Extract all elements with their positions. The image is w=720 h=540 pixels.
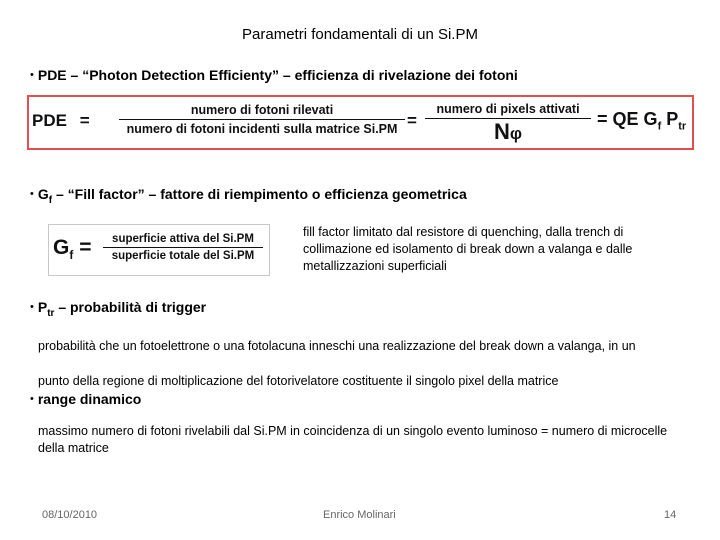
pde-formula: [27, 95, 694, 150]
gf-fraction-denominator: superficie totale del Si.PM: [111, 250, 255, 262]
pde-fraction-2-denominator: [425, 119, 591, 145]
dynamic-range-text: massimo numero di fotoni rivelabili dal Si.PM in coincidenza di un singolo evento luminoso = numero di microcelle della matrice: [38, 424, 668, 455]
footer-date: 08/10/2010: [42, 509, 98, 521]
gf-formula-letter: G: [53, 236, 70, 259]
trigger-heading-text: – probabilità di trigger: [54, 299, 207, 315]
ptr-sub: tr: [678, 120, 687, 133]
pde-fraction-1-numerator: numero di fotoni rilevati: [119, 103, 405, 120]
dynamic-range-heading-text: range dinamico: [37, 391, 142, 407]
footer-page-number: 14: [664, 509, 677, 521]
gf-fraction-numerator: superficie attiva del Si.PM: [103, 233, 263, 248]
pde-formula-eq: =: [79, 111, 90, 130]
gf-fraction: [103, 233, 263, 262]
pde-formula-eq-2: =: [407, 111, 417, 130]
ptr-heading-sub: tr: [47, 307, 55, 319]
pde-formula-rhs: [597, 109, 686, 133]
ptr-term: [666, 109, 687, 133]
pde-fraction-2: [425, 102, 591, 145]
phi-symbol: φ: [509, 124, 523, 143]
gf-heading-letter: G: [37, 186, 49, 202]
gf-heading-sub: f: [48, 194, 53, 206]
gf-formula-sub: f: [69, 248, 74, 263]
ptr-heading-letter: P: [37, 299, 48, 315]
pde-fraction-1: [119, 103, 405, 136]
page-title: Parametri fondamentali di un Si.PM: [242, 26, 478, 43]
bullet-marker: •: [30, 393, 34, 405]
bullet-marker: •: [30, 188, 34, 200]
bullet-marker: •: [30, 69, 34, 81]
fill-factor-heading-text: – “Fill factor” – fattore di riempimento o efficienza geometrica: [52, 186, 467, 202]
trigger-text-2: punto della regione di moltiplicazione del fotorivelatore costituente il singolo pixel della matrice: [38, 374, 559, 388]
bullet-marker: •: [30, 301, 34, 313]
pde-formula-lhs: PDE: [32, 111, 67, 130]
trigger-heading: [30, 299, 206, 319]
fill-factor-heading: [30, 186, 467, 206]
fill-factor-note: fill factor limitato dal resistore di quenching, dalla trench di collimazione ed isolamento di break down a valanga e dalle metallizzazioni superficiali: [303, 225, 633, 273]
pde-fraction-2-numerator: numero di pixels attivati: [425, 102, 591, 119]
pde-fraction-1-denominator: numero di fotoni incidenti sulla matrice Si.PM: [126, 122, 398, 136]
dynamic-range-heading: [30, 391, 141, 407]
pde-heading: [30, 67, 518, 83]
pde-heading-text: PDE – “Photon Detection Efficienty” – efficienza di rivelazione dei fotoni: [37, 67, 518, 83]
ptr-letter: P: [666, 109, 679, 129]
qe-term: = QE: [597, 109, 639, 129]
gf-letter: G: [643, 109, 658, 129]
footer-author: Enrico Molinari: [323, 509, 396, 521]
n-symbol: N: [493, 119, 510, 144]
gf-term: [643, 109, 662, 133]
trigger-text-1: probabilità che un fotoelettrone o una fotolacuna inneschi una realizzazione del break down a valanga, in un: [38, 339, 636, 353]
gf-formula-eq: =: [79, 236, 92, 259]
fill-factor-formula: [48, 224, 270, 276]
gf-sub: f: [657, 120, 662, 133]
